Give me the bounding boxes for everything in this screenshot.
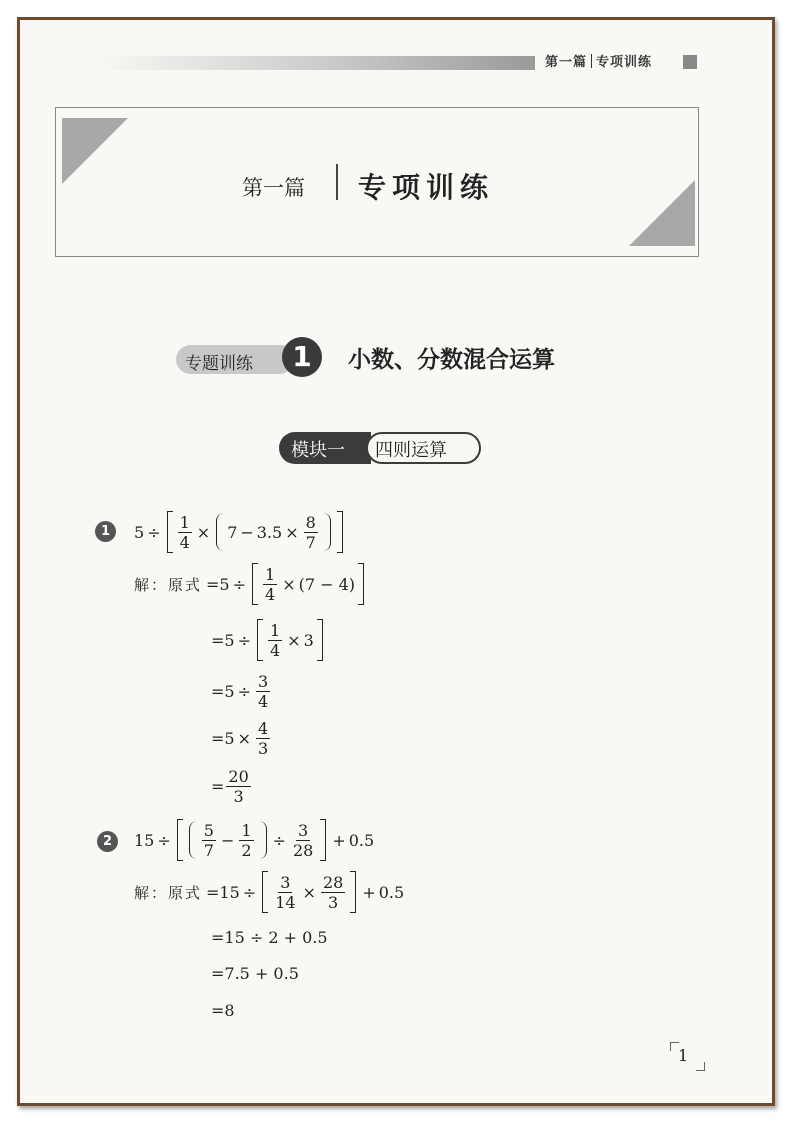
operator: ÷ (272, 830, 286, 850)
equals: = (206, 574, 220, 594)
operator: ÷ (147, 522, 161, 542)
denominator: 3 (328, 892, 339, 912)
denominator: 4 (179, 532, 190, 552)
fraction (273, 873, 297, 912)
problem-1-step-3 (211, 669, 272, 713)
problem-1-step-1 (134, 562, 367, 606)
page-number-corner-mark (696, 1062, 705, 1071)
fraction (178, 513, 192, 552)
operator: + (332, 830, 346, 850)
problem-number: 2 (97, 831, 118, 852)
numerator: 4 (258, 718, 269, 738)
left-bracket (257, 619, 263, 661)
numerator: 3 (258, 671, 269, 691)
right-bracket (320, 819, 326, 861)
problem-number: 1 (95, 521, 116, 542)
operator: × (196, 522, 211, 542)
denominator: 4 (270, 640, 281, 660)
chapter-title-divider (336, 164, 338, 200)
operator: ÷ (157, 830, 171, 850)
term: 0.5 (378, 882, 405, 902)
term: 5 (224, 630, 235, 650)
equals: = (211, 681, 225, 701)
solution-label: 解：原式 (134, 575, 203, 594)
topic-label: 专题训练 (185, 354, 253, 374)
term: 15 (134, 830, 155, 850)
denominator: 28 (292, 840, 314, 860)
fraction (226, 767, 250, 806)
topic-number: 1 (292, 340, 312, 373)
right-paren (323, 513, 331, 551)
numerator: 3 (298, 820, 309, 840)
chapter-part: 第一篇 (242, 176, 305, 200)
left-bracket (262, 871, 268, 913)
problem-2-step-2 (211, 926, 328, 948)
denominator: 3 (258, 738, 269, 758)
operator: − (220, 830, 235, 850)
step-text: =15 ÷ 2 + 0.5 (211, 927, 328, 947)
fraction (256, 672, 270, 711)
operator: ÷ (237, 630, 251, 650)
operator: × (285, 522, 299, 542)
fraction (202, 821, 216, 860)
term: 5 (134, 522, 145, 542)
left-paren (189, 821, 197, 859)
chapter-title: 专项训练 (358, 171, 495, 204)
denominator: 14 (275, 892, 296, 912)
term: 5 (224, 728, 235, 748)
operator: × (302, 882, 316, 902)
term: 3 (303, 630, 314, 650)
header-section: 专项训练 (596, 55, 653, 70)
operator: × (237, 728, 251, 748)
problem-2-step-1 (134, 870, 404, 914)
fraction (256, 719, 270, 758)
denominator: 4 (265, 584, 276, 604)
term: 3.5 (256, 522, 283, 542)
header-part: 第一篇 (545, 55, 588, 70)
denominator: 7 (305, 532, 316, 552)
solution-label: 解：原式 (134, 883, 203, 902)
numerator: 5 (203, 820, 214, 840)
numerator: 1 (270, 620, 281, 640)
problem-1-step-5 (211, 764, 253, 808)
right-bracket (358, 563, 364, 605)
left-bracket (177, 819, 183, 861)
corner-triangle-top-left (62, 118, 128, 184)
fraction (291, 821, 315, 860)
header-divider (591, 54, 592, 68)
right-bracket (337, 511, 343, 553)
operator: × (282, 574, 296, 594)
term: 7 (227, 522, 238, 542)
operator: − (240, 522, 254, 542)
right-bracket (317, 619, 323, 661)
operator: + (362, 882, 376, 902)
module-subtitle: 四则运算 (375, 440, 447, 461)
numerator: 8 (305, 512, 316, 532)
equals: = (211, 776, 225, 796)
numerator: 28 (322, 872, 344, 892)
equals: = (211, 728, 225, 748)
equals: = (206, 882, 220, 902)
topic-title: 小数、分数混合运算 (348, 347, 555, 373)
problem-2-step-3 (211, 962, 299, 984)
numerator: 20 (228, 766, 249, 786)
denominator: 2 (241, 840, 252, 860)
denominator: 3 (233, 786, 244, 806)
right-bracket (350, 871, 356, 913)
term: 15 (219, 882, 240, 902)
term: 5 (224, 681, 235, 701)
numerator: 1 (241, 820, 252, 840)
denominator: 4 (258, 691, 269, 711)
operator: ÷ (237, 681, 251, 701)
step-text: =7.5 + 0.5 (211, 963, 299, 983)
left-paren (216, 513, 224, 551)
numerator: 1 (179, 512, 190, 532)
term: (7 − 4) (298, 574, 356, 594)
fraction (239, 821, 253, 860)
operator: × (287, 630, 301, 650)
left-bracket (167, 511, 173, 553)
problem-2-step-4 (211, 999, 235, 1021)
page-number: 1 (678, 1046, 689, 1065)
numerator: 3 (280, 872, 291, 892)
step-text: =8 (211, 1000, 235, 1020)
corner-triangle-bottom-right (629, 180, 695, 246)
header-block-mark (683, 55, 697, 69)
fraction (321, 873, 345, 912)
denominator: 7 (203, 840, 214, 860)
module-label: 模块一 (291, 440, 345, 461)
problem-1-step-4 (211, 716, 272, 760)
problem-2-question (134, 818, 374, 862)
header-gradient-bar (95, 56, 535, 70)
term: 0.5 (348, 830, 375, 850)
right-paren (259, 821, 267, 859)
running-header (545, 51, 652, 70)
fraction (304, 513, 318, 552)
operator: ÷ (232, 574, 247, 594)
numerator: 1 (265, 564, 276, 584)
problem-1-question (134, 510, 346, 554)
term: 5 (219, 574, 230, 594)
fraction (263, 565, 277, 604)
operator: ÷ (242, 882, 257, 902)
fraction (268, 621, 282, 660)
problem-1-step-2 (211, 618, 326, 662)
left-bracket (252, 563, 258, 605)
equals: = (211, 630, 225, 650)
